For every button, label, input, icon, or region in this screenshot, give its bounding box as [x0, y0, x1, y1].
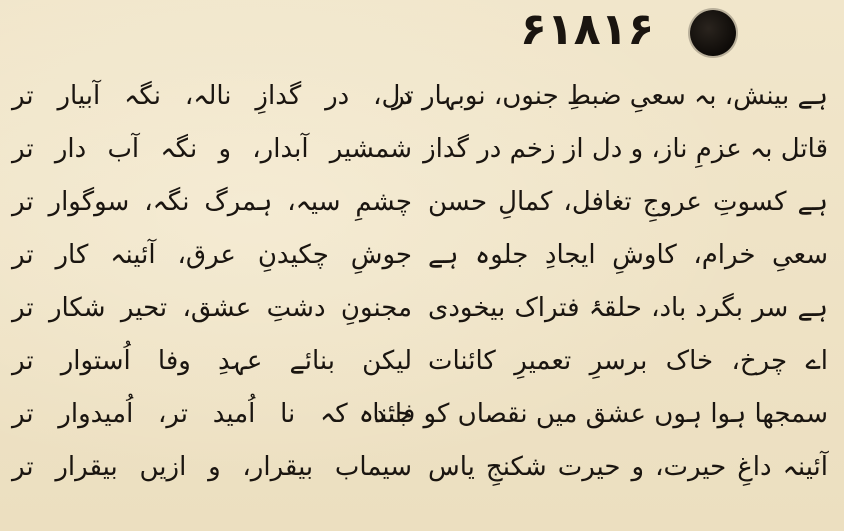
verse-line: ہے سر بگرد باد، حلقۂ فتراک بیخودی	[428, 293, 828, 323]
verse-line: سمجھا ہوا ہوں عشق میں نقصاں کو فائدہ	[358, 399, 828, 429]
verse-line: جوشِ چکیدنِ عرق، آئینہ کار تر	[12, 240, 412, 270]
verse-line: شمشیر آبدار، و نگہ آب دار تر	[12, 134, 412, 164]
verse-line: ہے کسوتِ عروجِ تغافل، کمالِ حسن	[428, 187, 828, 217]
verse-line: مجنونِ دشتِ عشق، تحیر شکار تر	[12, 293, 412, 323]
verse-line: لیکن بنائے عہدِ وفا اُستوار تر	[12, 346, 412, 376]
verse-line: اے چرخ، خاک برسرِ تعمیرِ کائنات	[428, 346, 828, 376]
verse-line: چشمِ سیہ، ہمرگ نگہ، سوگوار تر	[12, 187, 412, 217]
verse-line: ہے بینش، بہ سعیِ ضبطِ جنوں، نوبہار تر	[392, 81, 828, 111]
right-verse-column	[358, 70, 828, 494]
verse-line: قاتل بہ عزمِ ناز، و دل از زخم در گداز	[423, 134, 828, 164]
left-verse-column	[12, 70, 412, 494]
verse-line: دل، در گدازِ نالہ، نگہ آبیار تر	[12, 81, 412, 111]
ink-dot-ornament	[690, 10, 736, 56]
page-header	[520, 4, 750, 60]
verse-line: سعیِ خرام، کاوشِ ایجادِ جلوہ ہے	[428, 240, 828, 270]
page-number: ۶۱۸۱۶	[520, 4, 655, 55]
verse-line: جتنا کہ نا اُمید تر، اُمیدوار تر	[12, 399, 412, 429]
verse-line: سیماب بیقرار، و ازیں بیقرار تر	[12, 452, 412, 482]
verse-line: آئینہ داغِ حیرت، و حیرت شکنجِ یاس	[428, 452, 828, 482]
